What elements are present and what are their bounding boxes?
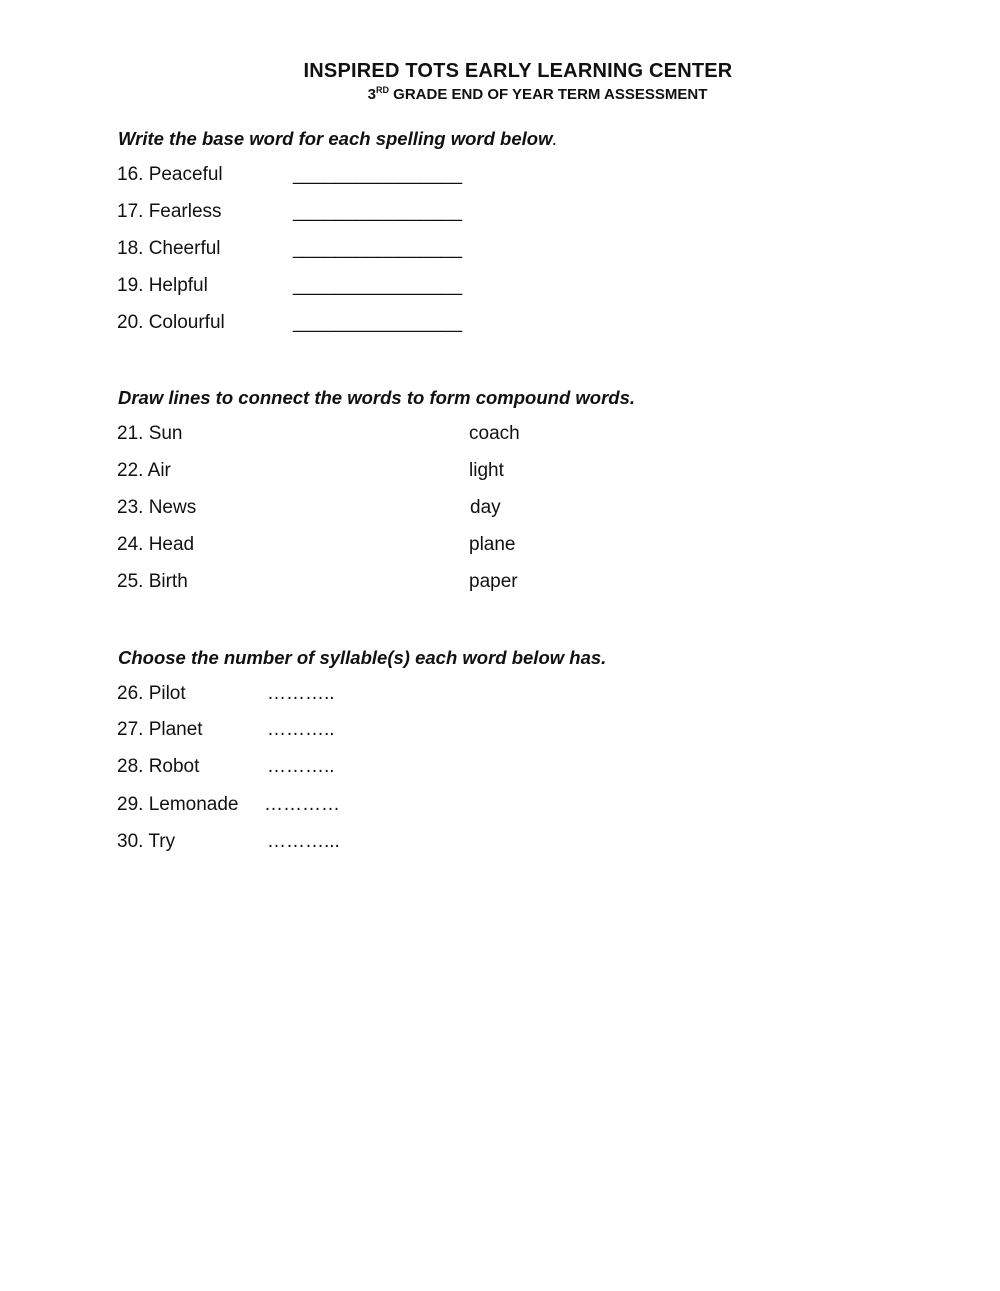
compound-left-word[interactable]: 23. News bbox=[117, 497, 197, 518]
syllable-word: 28. Robot bbox=[117, 756, 200, 777]
spelling-word: 16. Peaceful bbox=[117, 164, 223, 185]
spelling-word: 17. Fearless bbox=[117, 201, 222, 222]
answer-blank[interactable]: ________________ bbox=[293, 238, 463, 259]
section1-instruction-text: Write the base word for each spelling word below bbox=[118, 128, 553, 149]
compound-right-word[interactable]: coach bbox=[469, 423, 520, 444]
syllable-word: 26. Pilot bbox=[117, 683, 186, 704]
compound-left-word[interactable]: 24. Head bbox=[117, 534, 195, 555]
section2-instruction: Draw lines to connect the words to form compound words. bbox=[118, 387, 636, 408]
syllable-answer-dots[interactable]: ………... bbox=[267, 831, 340, 852]
compound-left-word[interactable]: 21. Sun bbox=[117, 423, 183, 444]
syllable-answer-dots[interactable]: ……….. bbox=[267, 719, 335, 740]
compound-left-word[interactable]: 25. Birth bbox=[117, 571, 188, 592]
spelling-word: 19. Helpful bbox=[117, 275, 208, 296]
grade-ordinal: RD bbox=[375, 85, 389, 95]
syllable-answer-dots[interactable]: ……….. bbox=[267, 683, 335, 704]
section3-instruction: Choose the number of syllable(s) each word below has. bbox=[118, 647, 607, 668]
answer-blank[interactable]: ________________ bbox=[293, 275, 463, 296]
spelling-word: 18. Cheerful bbox=[117, 238, 221, 259]
compound-right-word[interactable]: light bbox=[469, 460, 504, 481]
syllable-word: 30. Try bbox=[117, 831, 176, 852]
compound-right-word[interactable]: paper bbox=[469, 571, 518, 592]
compound-right-word[interactable]: plane bbox=[469, 534, 516, 555]
syllable-answer-dots[interactable]: ……….. bbox=[267, 756, 335, 777]
school-title: INSPIRED TOTS EARLY LEARNING CENTER bbox=[303, 60, 733, 82]
syllable-word: 27. Planet bbox=[117, 719, 203, 740]
spelling-word: 20. Colourful bbox=[117, 312, 225, 333]
answer-blank[interactable]: ________________ bbox=[293, 201, 463, 222]
subtitle-text: GRADE END OF YEAR TERM ASSESSMENT bbox=[388, 86, 708, 103]
answer-blank[interactable]: ________________ bbox=[293, 312, 463, 333]
section1-instruction-period: . bbox=[552, 128, 558, 149]
grade-number: 3 bbox=[367, 86, 376, 103]
compound-right-word[interactable]: day bbox=[470, 497, 501, 518]
assessment-subtitle bbox=[0, 85, 1000, 103]
answer-blank[interactable]: ________________ bbox=[293, 164, 463, 185]
syllable-answer-dots[interactable]: ………… bbox=[264, 794, 340, 815]
compound-left-word[interactable]: 22. Air bbox=[117, 460, 171, 481]
syllable-word: 29. Lemonade bbox=[117, 794, 239, 815]
section1-instruction bbox=[118, 128, 558, 150]
